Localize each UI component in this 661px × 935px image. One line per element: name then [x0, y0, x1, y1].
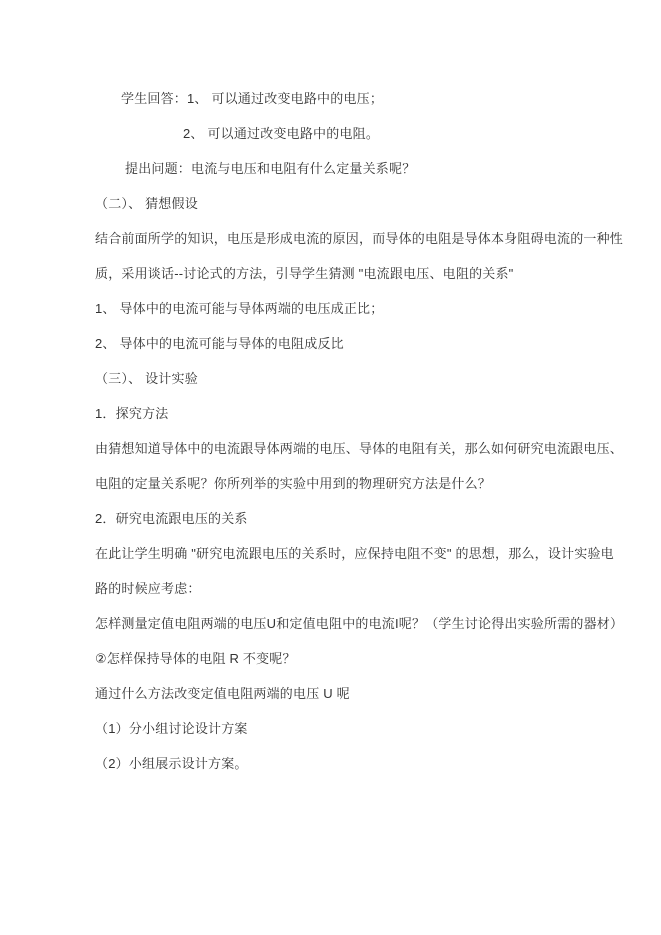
document-line: 1、 导体中的电流可能与导体两端的电压成正比；: [95, 301, 384, 316]
section-heading: （三）、 设计实验: [95, 371, 198, 386]
document-line: 通过什么方法改变定值电阻两端的电压 U 呢: [95, 686, 350, 701]
document-line: ②怎样保持导体的电阻 R 不变呢？: [95, 651, 296, 666]
document-line: 2、 可以通过改变电路中的电阻。: [183, 126, 380, 141]
document-line: 结合前面所学的知识，电压是形成电流的原因，而导体的电阻是导体本身阻碍电流的一种性: [95, 231, 624, 246]
section-heading: （二）、 猜想假设: [95, 196, 198, 211]
document-line: 2．研究电流跟电压的关系: [95, 511, 248, 526]
document-line: 1．探究方法: [95, 406, 169, 421]
document-line: 怎样测量定值电阻两端的电压U和定值电阻中的电流I呢？（学生讨论得出实验所需的器材）: [95, 616, 624, 631]
document-line: 电阻的定量关系呢？你所列举的实验中用到的物理研究方法是什么？: [95, 476, 492, 491]
document-line: 由猜想知道导体中的电流跟导体两端的电压、导体的电阻有关，那么如何研究电流跟电压、: [95, 441, 624, 456]
document-body: [95, 81, 635, 781]
document-line: 提出问题：电流与电压和电阻有什么定量关系呢？: [125, 161, 416, 176]
document-line: （1）分小组讨论设计方案: [95, 721, 248, 736]
document-line: 2、 导体中的电流可能与导体的电阻成反比: [95, 336, 344, 351]
document-line: （2）小组展示设计方案。: [95, 756, 248, 771]
document-line: 学生回答：1、 可以通过改变电路中的电压；: [121, 91, 384, 106]
document-line: 质，采用谈话--讨论式的方法，引导学生猜测 "电流跟电压、电阻的关系": [95, 266, 514, 281]
document-line: 路的时候应考虑：: [95, 581, 201, 596]
document-line: 在此让学生明确 "研究电流跟电压的关系时，应保持电阻不变" 的思想，那么，设计实验电: [95, 546, 614, 561]
